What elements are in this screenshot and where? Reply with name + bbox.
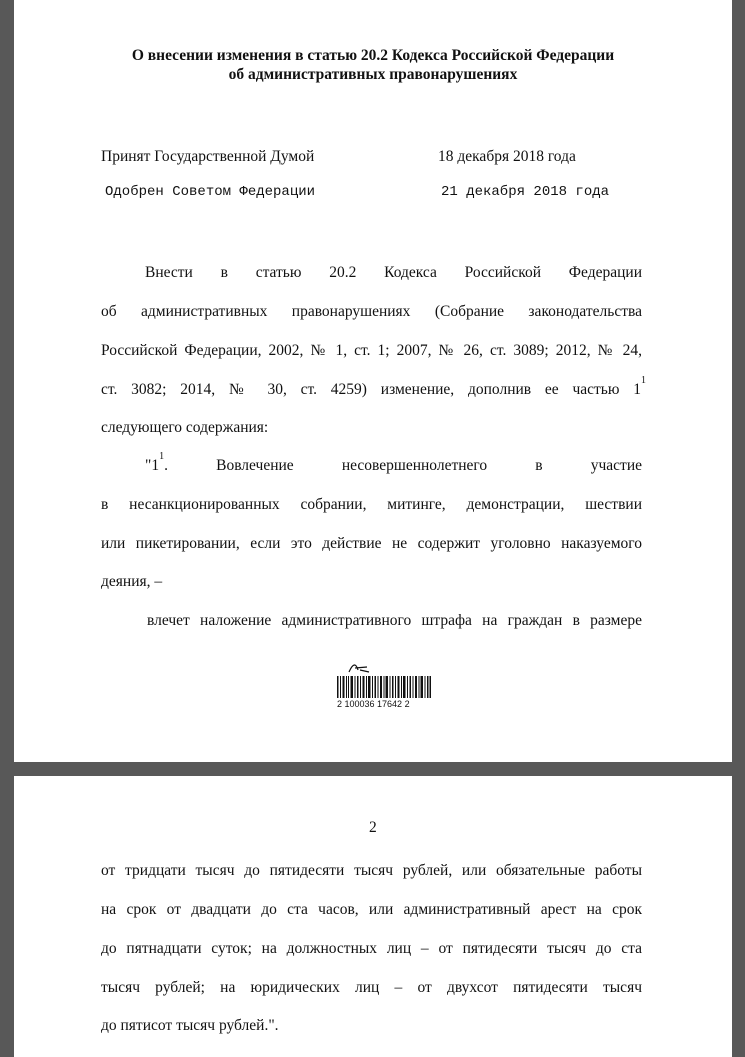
paragraph-1-line-4-text: ст. 3082; 2014, № 30, ст. 4259) изменение, дополнив ее частью 1: [101, 381, 641, 398]
approved-date: 21 декабря 2018 года: [441, 184, 610, 200]
paragraph-1-line-2: об административных правонарушениях (Собрание законодательства: [101, 303, 642, 320]
page-number: 2: [369, 819, 377, 836]
signature-mark-icon: [347, 661, 371, 675]
quote-number: "1: [145, 457, 160, 474]
barcode-bars: [337, 676, 431, 698]
quote-line-3: или пикетировании, если это действие не содержит уголовно наказуемого: [101, 535, 642, 552]
adopted-label: Принят Государственной Думой: [101, 148, 315, 165]
paragraph-1-line-1: Внести в статью 20.2 Кодекса Российской Федерации: [145, 264, 642, 281]
penalty-line-1: влечет наложение административного штрафа на граждан в размере: [147, 612, 642, 629]
barcode-number: 2 100036 17642 2: [337, 699, 410, 709]
approved-label: Одобрен Советом Федерации: [105, 184, 316, 200]
superscript: 1: [159, 451, 165, 462]
paragraph-1-line-3: Российской Федерации, 2002, № 1, ст. 1; 2007, № 26, ст. 3089; 2012, № 24,: [101, 342, 642, 359]
document-title-line-2: об административных правонарушениях: [228, 66, 518, 83]
page-2-line-2: на срок от двадцати до ста часов, или административный арест на срок: [101, 901, 642, 918]
page-2-line-1: от тридцати тысяч до пятидесяти тысяч рублей, или обязательные работы: [101, 862, 642, 879]
page-2-line-3: до пятнадцати суток; на должностных лиц – от пятидесяти тысяч до ста: [101, 940, 642, 957]
quote-line-2: в несанкционированных собрании, митинге, демонстрации, шествии: [101, 496, 642, 513]
paragraph-1-line-5: следующего содержания:: [101, 419, 269, 436]
barcode: [337, 661, 447, 713]
paragraph-1-line-4: [101, 375, 646, 399]
page-2-line-4: тысяч рублей; на юридических лиц – от двухсот пятидесяти тысяч: [101, 979, 642, 996]
document-page-2: [14, 776, 732, 1057]
quote-line-4: деяния, –: [101, 573, 163, 590]
document-page-1: [14, 0, 732, 762]
quote-line-1-text: . Вовлечение несовершеннолетнего в участие: [164, 457, 642, 474]
page-2-line-5: до пятисот тысяч рублей.".: [101, 1017, 279, 1034]
document-title-line-1: О внесении изменения в статью 20.2 Кодекса Российской Федерации: [131, 47, 615, 64]
adopted-date: 18 декабря 2018 года: [438, 148, 576, 165]
quote-line-1: [145, 451, 642, 475]
superscript: 1: [641, 375, 646, 386]
